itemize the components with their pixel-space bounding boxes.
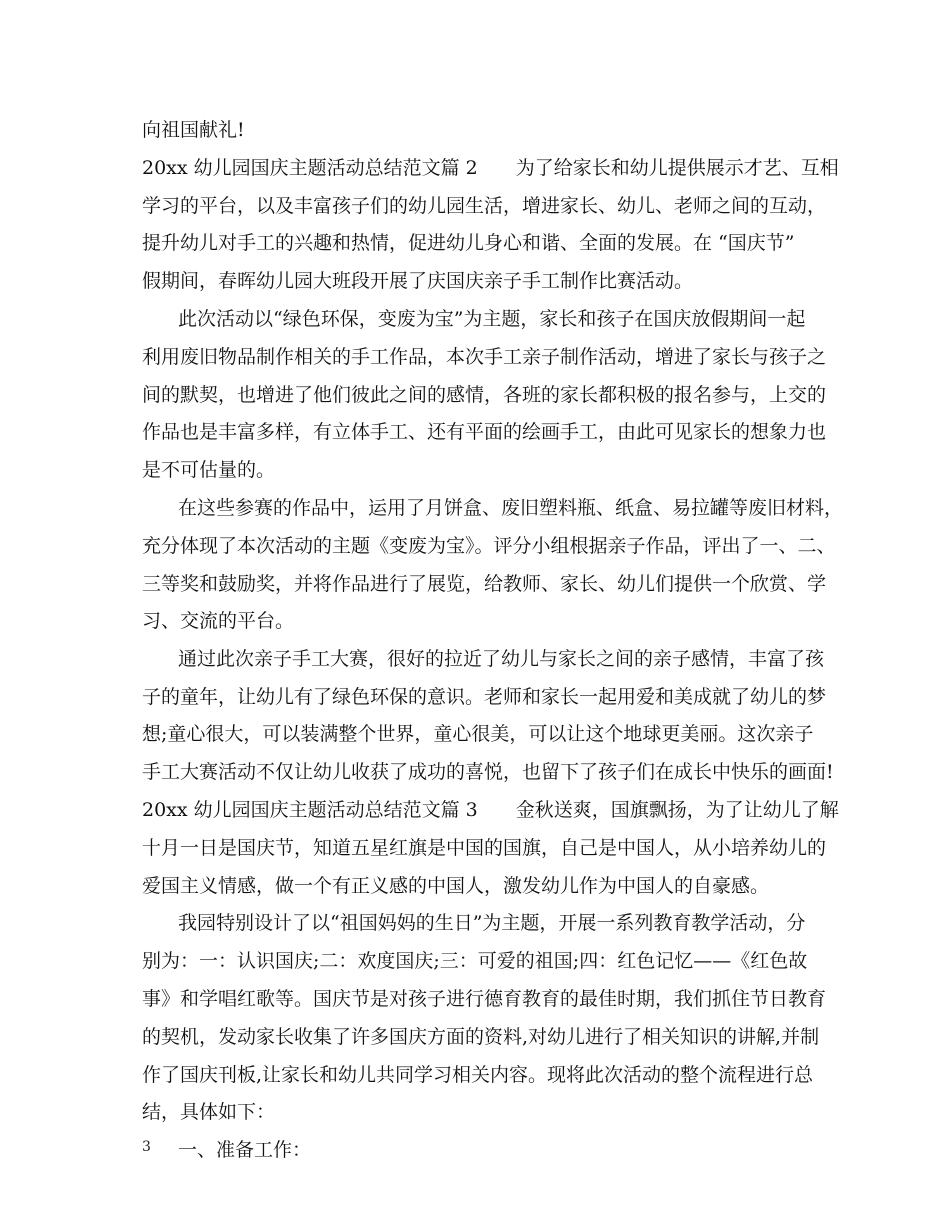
text-line: 三等奖和鼓励奖，并将作品进行了展览，给教师、家长、幼儿们提供一个欣赏、学	[142, 573, 827, 595]
text-line: 作了国庆刊板,让家长和幼儿共同学习相关内容。现将此次活动的整个流程进行总	[142, 1064, 814, 1086]
text-line: 的契机，发动家长收集了许多国庆方面的资料,对幼儿进行了相关知识的讲解,并制	[142, 1026, 820, 1048]
paragraph-start-line: 此次活动以“绿色环保，变废为宝”为主题，家长和孩子在国庆放假期间一起	[178, 308, 806, 330]
text-line: 是不可估量的。	[142, 459, 276, 481]
section-heading-line: 20xx 幼儿园国庆主题活动总结范文篇 2 为了给家长和幼儿提供展示才艺、互相	[142, 157, 839, 179]
text-line: 间的默契，也增进了他们彼此之间的感情，各班的家长都积极的报名参与，上交的	[142, 384, 827, 406]
text-line: 爱国主义情感，做一个有正义感的中国人，激发幼儿作为中国人的自豪感。	[142, 875, 770, 897]
page-number: 3	[142, 1139, 151, 1155]
text-line: 别为：一：认识国庆;二：欢度国庆;三：可爱的祖国;四：红色记忆——《红色故	[142, 950, 808, 972]
text-line: 充分体现了本次活动的主题《变废为宝》。评分小组根据亲子作品，评出了一、二、	[142, 535, 836, 557]
text-line: 向祖国献礼!	[142, 119, 245, 141]
text-line: 习、交流的平台。	[142, 610, 295, 632]
text-line: 假期间，春晖幼儿园大班段开展了庆国庆亲子手工制作比赛活动。	[142, 270, 694, 292]
text-line: 结，具体如下：	[142, 1101, 276, 1123]
text-line: 利用废旧物品制作相关的手工作品，本次手工亲子制作活动，增进了家长与孩子之	[142, 346, 827, 368]
text-line: 事》和学唱红歌等。国庆节是对孩子进行德育教育的最佳时期，我们抓住节日教育	[142, 988, 827, 1010]
text-line: 想;童心很大，可以装满整个世界，童心很美，可以让这个地球更美丽。这次亲子	[142, 723, 814, 745]
section-heading-line: 20xx 幼儿园国庆主题活动总结范文篇 3 金秋送爽，国旗飘扬，为了让幼儿了解	[142, 799, 839, 821]
text-line: 提升幼儿对手工的兴趣和热情，促进幼儿身心和谐、全面的发展。在 “国庆节”	[142, 232, 795, 254]
text-line: 子的童年，让幼儿有了绿色环保的意识。老师和家长一起用爱和美成就了幼儿的梦	[142, 686, 827, 708]
paragraph-start-line: 我园特别设计了以“祖国妈妈的生日”为主题，开展一系列教育教学活动，分	[178, 912, 806, 934]
subheading-line: 一、准备工作：	[178, 1139, 312, 1161]
text-line: 手工大赛活动不仅让幼儿收获了成功的喜悦，也留下了孩子们在成长中快乐的画面!	[142, 761, 834, 783]
paragraph-start-line: 在这些参赛的作品中，运用了月饼盒、废旧塑料瓶、纸盒、易拉罐等废旧材料，	[178, 497, 844, 519]
text-line: 学习的平台，以及丰富孩子们的幼儿园生活，增进家长、幼儿、老师之间的互动，	[142, 195, 827, 217]
paragraph-start-line: 通过此次亲子手工大赛，很好的拉近了幼儿与家长之间的亲子感情，丰富了孩	[178, 648, 825, 670]
text-line: 作品也是丰富多样，有立体手工、还有平面的绘画手工，由此可见家长的想象力也	[142, 421, 827, 443]
text-line: 十月一日是国庆节，知道五星红旗是中国的国旗，自己是中国人，从小培养幼儿的	[142, 837, 827, 859]
